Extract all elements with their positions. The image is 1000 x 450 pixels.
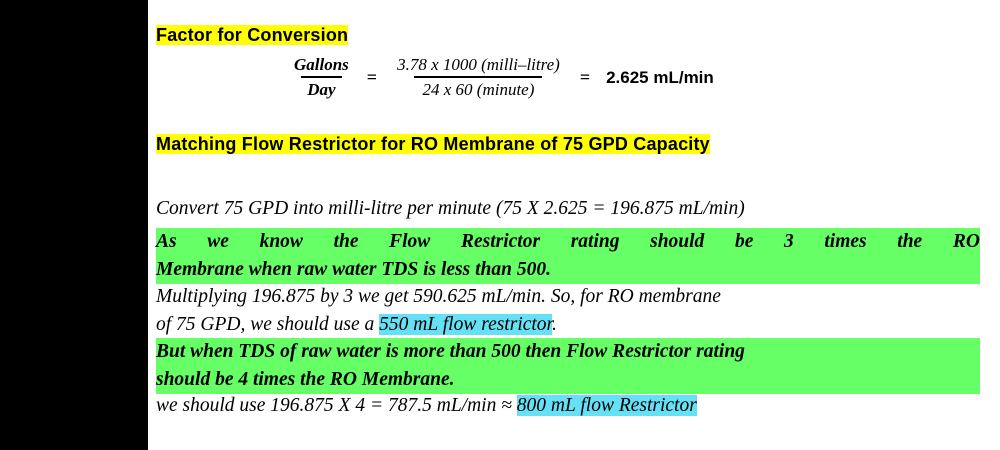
green1-word-4: Flow: [389, 231, 431, 252]
green1-word-11: the: [897, 231, 923, 252]
paragraph-final: [156, 392, 986, 420]
heading-factor-for-conversion-text: Factor for Conversion: [156, 25, 349, 45]
formula-left-denominator: Day: [301, 76, 341, 100]
formula-equals-first: =: [366, 67, 378, 87]
paragraph-final-line: [156, 392, 986, 420]
formula-right-denominator: 24 x 60 (minute): [414, 76, 542, 100]
paragraph-green-rule-1: [156, 228, 980, 284]
paragraph-multiplying-line-1: Multiplying 196.875 by 3 we get 590.625 mL/min. So, for RO membrane: [156, 286, 721, 307]
paragraph-green-rule-1-line-2: Membrane when raw water TDS is less than 500.: [156, 256, 980, 284]
green1-word-6: rating: [570, 231, 620, 252]
green1-word-2: know: [259, 231, 303, 252]
paragraph-green-rule-2-line-2: should be 4 times the RO Membrane.: [156, 366, 980, 394]
green1-word-1: we: [207, 231, 229, 252]
green1-word-5: Restrictor: [460, 231, 541, 252]
paragraph-convert: [156, 195, 986, 223]
green1-word-9: 3: [784, 231, 794, 252]
highlight-550-flow-restrictor: 550 mL flow restrictor: [379, 314, 552, 335]
green1-word-3: the: [333, 231, 359, 252]
heading-factor-for-conversion: [156, 25, 348, 46]
conversion-formula: [288, 55, 714, 100]
green1-word-0: As: [156, 231, 177, 252]
formula-result: 2.625 mL/min: [606, 67, 714, 87]
paragraph-multiplying: [156, 283, 986, 339]
green1-word-7: should: [650, 231, 705, 252]
document-page: [148, 0, 1000, 450]
paragraph-multiplying-line-2: [156, 311, 986, 339]
paragraph-multiplying-line-2-post: .: [551, 314, 557, 335]
green1-word-12: RO: [952, 231, 980, 252]
formula-right-numerator: 3.78 x 1000 (milli–litre): [397, 55, 560, 74]
paragraph-multiplying-line-2-pre: of 75 GPD, we should use a: [156, 314, 380, 335]
heading-matching-flow-restrictor-text: Matching Flow Restrictor for RO Membrane of 75 GPD Capacity: [156, 134, 710, 154]
heading-matching-flow-restrictor: [156, 134, 710, 155]
formula-left-fraction: [288, 55, 355, 100]
green1-word-10: times: [824, 231, 867, 252]
green1-word-8: be: [734, 231, 754, 252]
paragraph-convert-text: Convert 75 GPD into milli-litre per minute (75 X 2.625 = 196.875 mL/min): [156, 198, 745, 219]
paragraph-green-rule-2: [156, 338, 980, 394]
formula-equals-second: =: [579, 67, 591, 87]
formula-left-numerator: Gallons: [294, 55, 349, 74]
highlight-800-flow-restrictor: 800 mL flow Restrictor: [516, 395, 697, 416]
paragraph-green-rule-1-line-1: [156, 228, 980, 256]
paragraph-final-pre: we should use 196.875 X 4 = 787.5 mL/min ≈: [156, 395, 517, 416]
document-content: [148, 0, 1000, 450]
formula-right-fraction: [389, 55, 568, 100]
paragraph-green-rule-2-line-1: But when TDS of raw water is more than 500 then Flow Restrictor rating: [156, 338, 980, 366]
